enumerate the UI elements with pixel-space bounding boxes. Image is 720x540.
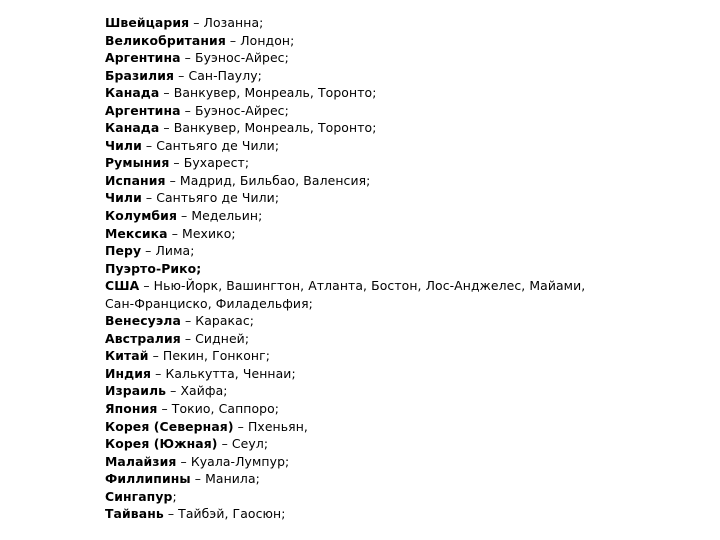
list-line [105, 505, 705, 523]
list-line [105, 119, 705, 137]
list-line [105, 418, 705, 436]
country-name: Аргентина [105, 50, 181, 66]
country-name: Перу [105, 243, 142, 259]
city-list: – Манила; [190, 471, 260, 487]
country-name: Израиль [105, 383, 167, 399]
list-line [105, 277, 705, 295]
city-list: – Сан-Паулу; [174, 67, 262, 83]
list-line [105, 400, 705, 418]
country-name: Индия [105, 365, 152, 381]
country-name: Китай [105, 348, 149, 364]
country-name: Швейцария [105, 15, 190, 30]
city-list: – Каракас; [180, 313, 255, 329]
country-name: Канада [105, 120, 160, 136]
city-list: – Буэнос-Айрес; [180, 50, 289, 66]
country-name: Чили [105, 190, 142, 206]
city-list: – Токио, Саппоро; [157, 401, 280, 417]
country-name: Малайзия [105, 453, 177, 469]
list-line [105, 242, 705, 260]
country-name: Испания [105, 172, 166, 188]
country-name: Корея (Южная) [105, 436, 218, 452]
city-list: – Пхеньян, [233, 418, 308, 434]
list-line [105, 382, 705, 400]
city-list: Сан-Франциско, Филадельфия; [105, 295, 313, 311]
list-line [105, 312, 705, 330]
list-line [105, 470, 705, 488]
country-name: США [105, 278, 140, 294]
country-name: Австралия [105, 330, 181, 346]
city-list: – Бухарест; [169, 155, 250, 171]
city-list: – Сантьяго де Чили; [141, 137, 280, 153]
country-name: Чили [105, 137, 142, 153]
list-line [105, 365, 705, 383]
city-list: – Тайбэй, Гаосюн; [163, 506, 286, 522]
city-list: – Буэнос-Айрес; [180, 102, 289, 118]
list-line [105, 189, 705, 207]
city-list: – Сантьяго де Чили; [141, 190, 280, 206]
list-line [105, 330, 705, 348]
list-line [105, 14, 705, 32]
list-line [105, 102, 705, 120]
country-name: Сингапур [105, 488, 173, 504]
city-list: – Лима; [141, 243, 195, 259]
list-line [105, 49, 705, 67]
list-line [105, 172, 705, 190]
city-list: – Сидней; [180, 330, 250, 346]
country-name: Пуэрто-Рико; [105, 260, 202, 276]
country-name: Япония [105, 401, 158, 417]
list-line [105, 225, 705, 243]
list-line [105, 154, 705, 172]
list-line [105, 137, 705, 155]
list-line [105, 488, 705, 506]
city-list: – Лондон; [225, 32, 295, 48]
country-name: Канада [105, 85, 160, 101]
list-line [105, 67, 705, 85]
list-line [105, 207, 705, 225]
country-name: Колумбия [105, 208, 178, 224]
city-list: – Мехико; [167, 225, 236, 241]
list-line [105, 347, 705, 365]
list-line [105, 32, 705, 50]
city-list: – Нью-Йорк, Вашингтон, Атланта, Бостон, Лос-Анджелес, Майами, [139, 278, 586, 294]
list-line [105, 435, 705, 453]
city-list: – Куала-Лумпур; [176, 453, 290, 469]
country-name: Великобритания [105, 32, 226, 48]
list-line [105, 453, 705, 471]
city-list: – Хайфа; [166, 383, 228, 399]
city-list: – Сеул; [217, 436, 269, 452]
country-name: Тайвань [105, 506, 164, 522]
country-name: Мексика [105, 225, 168, 241]
city-list: – Ванкувер, Монреаль, Торонто; [159, 85, 377, 101]
country-name: Румыния [105, 155, 170, 171]
city-list: – Калькутта, Ченнаи; [151, 365, 296, 381]
country-city-list [105, 14, 705, 523]
list-line [105, 260, 705, 278]
country-name: Филлипины [105, 471, 191, 487]
city-list: – Лозанна; [189, 15, 264, 30]
city-list: – Пекин, Гонконг; [148, 348, 270, 364]
city-list: – Ванкувер, Монреаль, Торонто; [159, 120, 377, 136]
list-line [105, 84, 705, 102]
country-name: Бразилия [105, 67, 175, 83]
city-list: ; [172, 488, 177, 504]
city-list: – Медельин; [177, 208, 263, 224]
country-name: Корея (Северная) [105, 418, 234, 434]
list-line [105, 295, 705, 313]
country-name: Венесуэла [105, 313, 181, 329]
city-list: – Мадрид, Бильбао, Валенсия; [165, 172, 371, 188]
country-name: Аргентина [105, 102, 181, 118]
